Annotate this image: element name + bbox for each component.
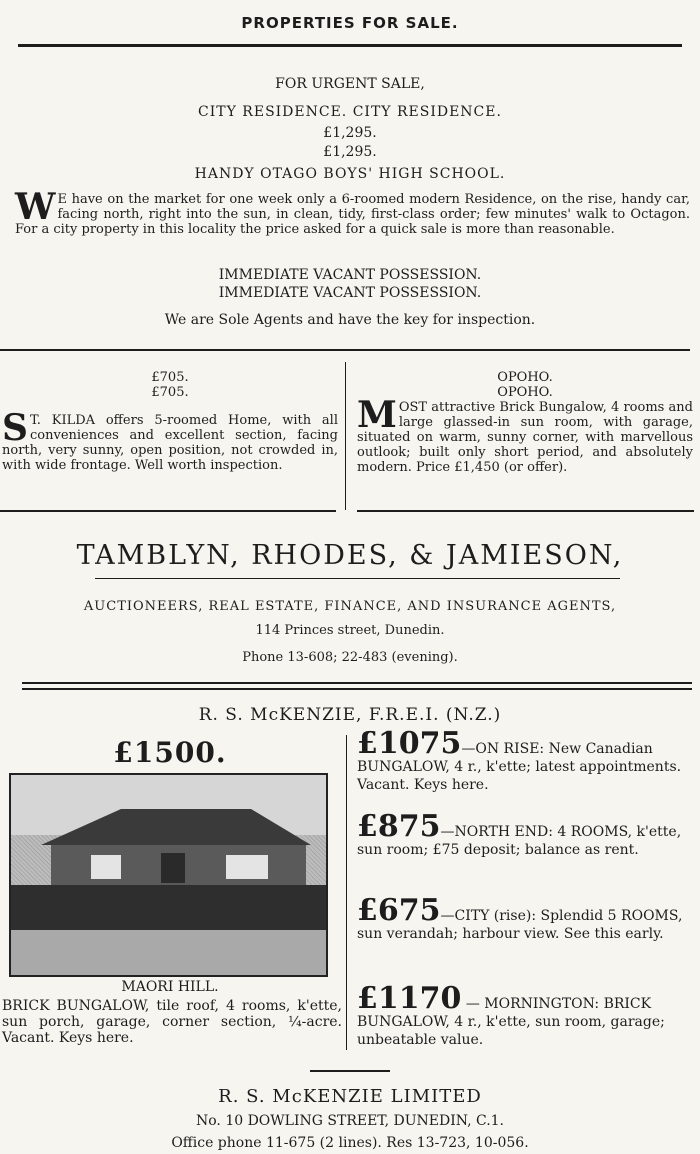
opoho-text: OST attractive Brick Bungalow, 4 rooms and large glassed-in sun room, with garage, situated on warm, sunny corner, with marvellous outlook; built only short period, and absolutely modern. Price £1,450 (or offer). [357,400,693,475]
drop-cap: S [2,407,28,449]
residence-description [15,186,690,237]
opoho-title-2: OPOHO. [497,385,553,400]
firm-address: 114 Princes street, Dunedin. [255,623,445,638]
firm-description: AUCTIONEERS, REAL ESTATE, FINANCE, AND INSURANCE AGENTS, [83,599,617,614]
price-line-2: £1,295. [323,144,377,160]
firm-name-underline [95,578,620,579]
listing-3 [357,893,694,943]
description-text: E have on the market for one week only a 6-roomed modern Residence, on the rise, handy car, facing north, right into the sun, in clean, tidy, first-class order; few minutes' walk to Octagon. For a city property in this locality the price asked for a quick sale is more than reasonable. [15,192,690,237]
opoho-title-1: OPOHO. [497,370,553,385]
stkilda-description [2,407,338,473]
listing-4-text: — MORNINGTON: BRICK BUNGALOW, 4 r., k'ette, sun room, garage; unbeatable value. [357,996,665,1048]
city-residence-heading: CITY RESIDENCE. CITY RESIDENCE. [198,104,502,120]
price-line-1: £1,295. [323,125,377,141]
opoho-description [357,394,693,475]
stkilda-price-2: £705. [151,385,189,400]
drop-cap: W [15,186,56,228]
drop-cap: M [357,394,397,436]
photo-caption-title: MAORI HILL. [121,979,219,995]
header-rule [18,44,682,47]
footer-address: No. 10 DOWLING STREET, DUNEDIN, C.1. [195,1113,504,1129]
stkilda-text: T. KILDA offers 5-roomed Home, with all conveniences and excellent section, facing north, very sunny, open position, not crowded in, with wide frontage. Well worth inspection. [2,413,338,473]
possession-line-2: IMMEDIATE VACANT POSSESSION. [218,285,482,301]
box-bottom-rule-left [0,510,336,512]
house-illustration [11,775,326,975]
hedge [11,885,326,930]
footer-phone: Office phone 11-675 (2 lines). Res 13-723, 10-056. [171,1135,529,1151]
firm-name: TAMBLYN, RHODES, & JAMIESON, [76,540,624,571]
listing-1-text: —ON RISE: New Canadian BUNGALOW, 4 r., k'ette; latest appointments. Vacant. Keys here. [357,741,682,793]
listing-1 [357,726,694,794]
page-header: PROPERTIES FOR SALE. [241,14,459,32]
listing-2 [357,809,694,859]
section-rule-1 [0,349,690,351]
door [161,853,185,883]
section-rule-2b [22,688,692,690]
listing-1-price: £1075 [357,726,462,761]
urgent-sale-heading: FOR URGENT SALE, [275,76,425,92]
column-divider [345,362,346,510]
possession-line-1: IMMEDIATE VACANT POSSESSION. [218,267,482,283]
footer-name: R. S. McKENZIE LIMITED [218,1086,482,1107]
firm-phone: Phone 13-608; 22-483 (evening). [242,650,458,665]
sole-agents-line: We are Sole Agents and have the key for inspection. [164,312,536,328]
stkilda-price-1: £705. [151,370,189,385]
mckenzie-title: R. S. McKENZIE, F.R.E.I. (N.Z.) [198,705,502,725]
footer-rule [310,1070,390,1072]
window-right [226,855,268,879]
house-photo [9,773,328,977]
lawn [11,930,326,975]
feature-price: £1500. [113,736,227,769]
listing-3-price: £675 [357,893,441,928]
listing-4 [357,981,694,1049]
listing-column-divider [346,735,347,1050]
listing-3-text: —CITY (rise): Splendid 5 ROOMS, sun verandah; harbour view. See this early. [357,908,683,942]
listing-4-price: £1170 [357,981,462,1016]
window-left [91,855,121,879]
photo-caption-body: BRICK BUNGALOW, tile roof, 4 rooms, k'ette, sun porch, garage, corner section, ¼-acre. Vacant. Keys here. [2,998,342,1046]
school-heading: HANDY OTAGO BOYS' HIGH SCHOOL. [194,166,506,182]
box-bottom-rule-right [357,510,694,512]
listing-2-price: £875 [357,809,441,844]
section-rule-2a [22,682,692,684]
listing-2-text: —NORTH END: 4 ROOMS, k'ette, sun room; £75 deposit; balance as rent. [357,824,682,858]
